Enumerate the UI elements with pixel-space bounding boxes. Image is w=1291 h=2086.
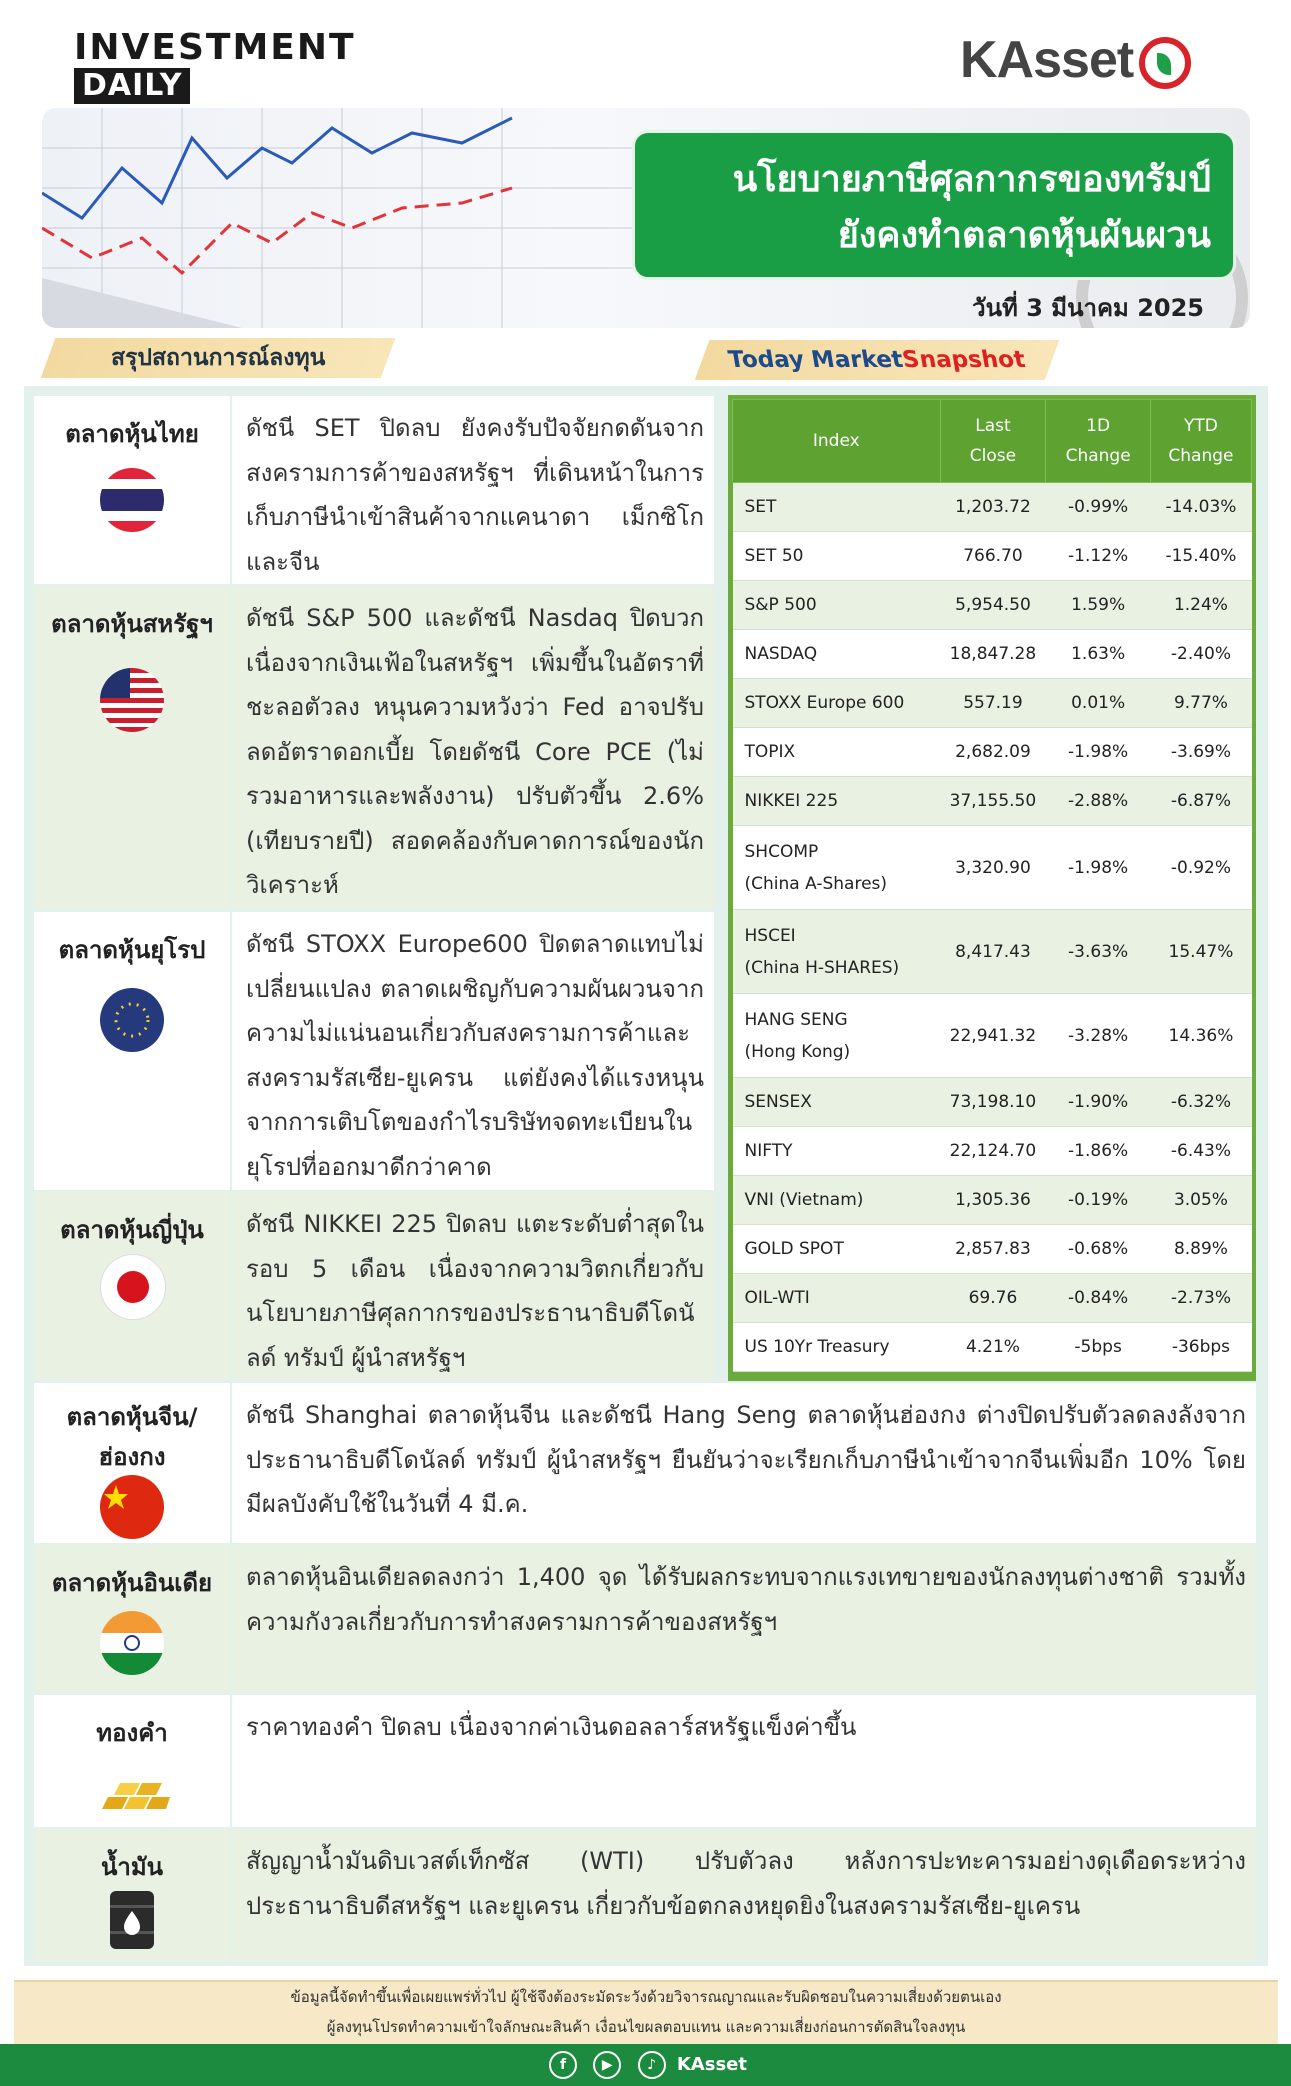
header-ytd-1: YTD [1184, 416, 1218, 436]
change-ytd: -0.92% [1150, 826, 1251, 910]
table-row [733, 728, 1252, 777]
table-row [733, 826, 1252, 910]
index-name [733, 1176, 941, 1225]
change-ytd: -14.03% [1150, 483, 1251, 532]
index-name [733, 826, 941, 910]
social-footer [0, 2044, 1291, 2086]
change-1d: 1.59% [1046, 581, 1151, 630]
change-1d: -1.86% [1046, 1127, 1151, 1176]
index-name [733, 1274, 941, 1323]
oil-barrel-icon [104, 1887, 160, 1953]
header-last-2: Close [969, 446, 1017, 466]
change-1d: -3.63% [1046, 910, 1151, 994]
change-1d: 1.63% [1046, 630, 1151, 679]
table-row [733, 483, 1252, 532]
disclaimer [14, 1980, 1278, 2046]
index-name-line2: (China A-Shares) [744, 873, 888, 894]
table-row [733, 1078, 1252, 1127]
market-text: ดัชนี S&P 500 และดัชนี Nasdaq ปิดบวก เนื่องจากเงินเฟ้อในสหรัฐฯ เพิ่มขึ้นในอัตราที่ชะลอตัวลง หนุนความหวังว่า Fed อาจปรับลดอัตราดอกเบี้ย โดยดัชนี Core PCE (ไม่รวมอาหารและพลังงาน) ปรับตัวขึ้น 2.6% (เทียบรายปี) สอดคล้องกับคาดการณ์ของนักวิเคราะห์ [246, 604, 704, 899]
tab-snapshot-label-b: Snapshot [898, 347, 1030, 373]
change-ytd: 14.36% [1150, 994, 1251, 1078]
index-name-line1: STOXX Europe 600 [744, 693, 905, 713]
market-row-india [34, 1545, 1256, 1693]
change-ytd: -6.87% [1150, 777, 1251, 826]
index-name [733, 679, 941, 728]
market-text: ราคาทองคำ ปิดลบ เนื่องจากค่าเงินดอลลาร์สหรัฐแข็งค่าขึ้น [246, 1713, 857, 1741]
market-row-europe [34, 912, 714, 1190]
index-name-line1: OIL-WTI [744, 1288, 810, 1308]
last-close: 18,847.28 [940, 630, 1046, 679]
change-ytd: 3.05% [1150, 1176, 1251, 1225]
market-label: ตลาดหุ้นญี่ปุ่น [34, 1192, 232, 1380]
table-row [733, 1323, 1252, 1372]
header-index: Index [733, 400, 941, 483]
market-row-usa [34, 586, 714, 910]
index-name [733, 910, 941, 994]
market-text: สัญญาน้ำมันดิบเวสต์เท็กซัส (WTI) ปรับตัวลง หลังการปะทะคารมอย่างดุเดือดระหว่างประธานาธิบดีสหรัฐฯ และยูเครน เกี่ยวกับข้อตกลงหยุดยิงในสงครามรัสเซีย-ยูเครน [246, 1847, 1246, 1920]
tiktok-icon[interactable]: ♪ [638, 2051, 666, 2079]
table-row [733, 777, 1252, 826]
index-name [733, 1225, 941, 1274]
index-name-line1: US 10Yr Treasury [744, 1337, 890, 1357]
disclaimer-line2: ผู้ลงทุนโปรดทำความเข้าใจลักษณะสินค้า เงื่อนไขผลตอบแทน และความเสี่ยงก่อนการตัดสินใจลงทุน [326, 2018, 966, 2036]
index-name [733, 1127, 941, 1176]
index-name-line2: (China H-SHARES) [744, 957, 900, 978]
market-text: ดัชนี STOXX Europe600 ปิดตลาดแทบไม่เปลี่ยนแปลง ตลาดเผชิญกับความผันผวนจากความไม่แน่นอนเกี่ยวกับสงครามการค้าและสงครามรัสเซีย-ยูเครน แต่ยังคงได้แรงหนุนจากการเติบโตของกำไรบริษัทจดทะเบียนในยุโรปที่ออกมาดีกว่าคาด [246, 930, 704, 1181]
market-row-gold [34, 1695, 1256, 1827]
index-name-line1: NASDAQ [744, 644, 818, 664]
index-name-line1: SET [744, 497, 777, 517]
change-1d: -1.12% [1046, 532, 1151, 581]
change-ytd: 9.77% [1150, 679, 1251, 728]
india-flag-icon [100, 1611, 164, 1675]
tab-investment-summary [41, 338, 396, 378]
index-name-line1: SHCOMP [744, 841, 819, 862]
change-1d: -1.98% [1046, 728, 1151, 777]
usa-flag-icon [100, 668, 164, 732]
index-name [733, 532, 941, 581]
social-handle: KAsset [676, 2054, 747, 2075]
thailand-flag-icon [100, 468, 164, 532]
header-1d-1: 1D [1086, 416, 1111, 436]
market-row-oil [34, 1829, 1256, 1961]
index-name [733, 777, 941, 826]
market-label: ตลาดหุ้นสหรัฐฯ [34, 586, 232, 910]
change-1d: 0.01% [1046, 679, 1151, 728]
change-1d: -3.28% [1046, 994, 1151, 1078]
header-1d-2: Change [1065, 446, 1131, 466]
market-label: น้ำมัน [34, 1829, 232, 1961]
index-name-line2: (Hong Kong) [744, 1041, 851, 1062]
market-row-thailand [34, 396, 714, 584]
index-name [733, 1078, 941, 1127]
index-name-line1: S&P 500 [744, 595, 817, 615]
market-label: ตลาดหุ้นไทย [34, 396, 232, 584]
last-close: 5,954.50 [940, 581, 1046, 630]
index-name [733, 581, 941, 630]
gold-bars-icon [92, 1757, 172, 1821]
index-name [733, 1323, 941, 1372]
report-date: วันที่ 3 มีนาคม 2025 [972, 294, 1204, 322]
change-ytd: 1.24% [1150, 581, 1251, 630]
header-ytd-2: Change [1168, 446, 1234, 466]
index-name-line1: SENSEX [744, 1092, 812, 1112]
change-ytd: -6.32% [1150, 1078, 1251, 1127]
last-close: 22,124.70 [940, 1127, 1046, 1176]
youtube-icon[interactable]: ▶ [593, 2051, 621, 2079]
market-snapshot-table [728, 395, 1256, 1381]
change-1d: -5bps [1046, 1323, 1151, 1372]
change-ytd: -3.69% [1150, 728, 1251, 777]
last-close: 22,941.32 [940, 994, 1046, 1078]
table-row [733, 1225, 1252, 1274]
change-1d: -2.88% [1046, 777, 1151, 826]
tab-market-snapshot [695, 340, 1060, 380]
change-ytd: -6.43% [1150, 1127, 1251, 1176]
market-text: ตลาดหุ้นอินเดียลดลงกว่า 1,400 จุด ได้รับผลกระทบจากแรงเทขายของนักลงทุนต่างชาติ รวมทั้งความกังวลเกี่ยวกับการทำสงครามการค้าของสหรัฐฯ [246, 1563, 1246, 1636]
index-name [733, 728, 941, 777]
last-close: 3,320.90 [940, 826, 1046, 910]
table-row [733, 630, 1252, 679]
table-row [733, 994, 1252, 1078]
facebook-icon[interactable]: f [549, 2051, 577, 2079]
headline-line2: ยังคงทำตลาดหุ้นผันผวน [837, 214, 1211, 256]
index-name-line1: GOLD SPOT [744, 1239, 844, 1259]
table-row [733, 1176, 1252, 1225]
market-label: ตลาดหุ้นอินเดีย [34, 1545, 232, 1693]
change-1d: -0.84% [1046, 1274, 1151, 1323]
table-row [733, 1127, 1252, 1176]
index-name-line1: NIFTY [744, 1141, 793, 1161]
last-close: 73,198.10 [940, 1078, 1046, 1127]
change-1d: -1.90% [1046, 1078, 1151, 1127]
index-name-line1: VNI (Vietnam) [744, 1190, 864, 1210]
headline-box [632, 130, 1236, 280]
change-ytd: -15.40% [1150, 532, 1251, 581]
market-row-japan [34, 1192, 714, 1380]
headline-line1: นโยบายภาษีศุลกากรของทรัมป์ [732, 158, 1211, 200]
index-name [733, 483, 941, 532]
market-label: ตลาดหุ้นยุโรป [34, 912, 232, 1190]
index-name-line1: TOPIX [744, 742, 796, 762]
index-name-line1: SET 50 [744, 546, 804, 566]
disclaimer-line1: ข้อมูลนี้จัดทำขึ้นเพื่อเผยแพร่ทั่วไป ผู้ใช้จึงต้องระมัดระวังด้วยวิจารณญาณและรับผิดชอบในความเสี่ยงด้วยตนเอง [290, 1988, 1002, 2006]
last-close: 2,857.83 [940, 1225, 1046, 1274]
change-ytd: -2.40% [1150, 630, 1251, 679]
table-row [733, 1274, 1252, 1323]
last-close: 4.21% [940, 1323, 1046, 1372]
change-1d: -0.19% [1046, 1176, 1151, 1225]
market-text: ดัชนี Shanghai ตลาดหุ้นจีน และดัชนี Hang Seng ตลาดหุ้นฮ่องกง ต่างปิดปรับตัวลดลงลังจากประธานาธิบดีโดนัลด์ ทรัมป์ ผู้นำสหรัฐฯ ยืนยันว่าจะเรียกเก็บภาษีนำเข้าจากจีนเพิ่มอีก 10% โดยมีผลบังคับใช้ในวันที่ 4 มี.ค. [246, 1401, 1246, 1518]
change-1d: -1.98% [1046, 826, 1151, 910]
market-label-line2: ฮ่องกง [98, 1443, 166, 1471]
index-name-line1: NIKKEI 225 [744, 791, 839, 811]
last-close: 37,155.50 [940, 777, 1046, 826]
last-close: 69.76 [940, 1274, 1046, 1323]
tab-snapshot-label-a: Today Market [724, 347, 908, 373]
change-1d: -0.68% [1046, 1225, 1151, 1274]
change-ytd: -36bps [1150, 1323, 1251, 1372]
header-1d-change [1046, 400, 1151, 483]
market-label: ทองคำ [34, 1695, 232, 1827]
investment-daily-logo [74, 28, 364, 104]
header-ytd-change [1150, 400, 1251, 483]
table-row [733, 910, 1252, 994]
header-last-close [940, 400, 1046, 483]
table-row [733, 532, 1252, 581]
eu-flag-icon [100, 988, 164, 1052]
last-close: 557.19 [940, 679, 1046, 728]
last-close: 766.70 [940, 532, 1046, 581]
logo-line2: DAILY [74, 68, 190, 104]
header-last-1: Last [975, 416, 1011, 436]
change-ytd: -2.73% [1150, 1274, 1251, 1323]
japan-flag-icon [100, 1254, 166, 1320]
tab-summary-label: สรุปสถานการณ์ลงทุน [110, 345, 326, 371]
market-text: ดัชนี NIKKEI 225 ปิดลบ แตะระดับต่ำสุดในรอบ 5 เดือน เนื่องจากความวิตกเกี่ยวกับนโยบายภาษีศุลกากรของประธานาธิบดีโดนัลด์ ทรัมป์ ผู้นำสหรัฐฯ [246, 1210, 704, 1372]
index-name [733, 994, 941, 1078]
last-close: 2,682.09 [940, 728, 1046, 777]
china-flag-icon [100, 1475, 164, 1539]
market-text: ดัชนี SET ปิดลบ ยังคงรับปัจจัยกดดันจากสงครามการค้าของสหรัฐฯ ที่เดินหน้าในการเก็บภาษีนำเข้าสินค้าจากแคนาดา เม็กซิโก และจีน [246, 414, 704, 576]
kasset-leaf-icon [1139, 37, 1191, 89]
change-1d: -0.99% [1046, 483, 1151, 532]
last-close: 1,305.36 [940, 1176, 1046, 1225]
market-row-china-hk [34, 1383, 1256, 1543]
change-ytd: 15.47% [1150, 910, 1251, 994]
change-ytd: 8.89% [1150, 1225, 1251, 1274]
last-close: 8,417.43 [940, 910, 1046, 994]
market-label-line1: ตลาดหุ้นจีน/ [66, 1403, 198, 1431]
index-name [733, 630, 941, 679]
kasset-logo [960, 30, 1191, 90]
table-row [733, 679, 1252, 728]
table-row [733, 581, 1252, 630]
index-name-line1: HSCEI [744, 925, 796, 946]
logo-line1: INVESTMENT [74, 27, 356, 68]
last-close: 1,203.72 [940, 483, 1046, 532]
kasset-logo-text: KAsset [960, 31, 1134, 89]
index-name-line1: HANG SENG [744, 1009, 848, 1030]
